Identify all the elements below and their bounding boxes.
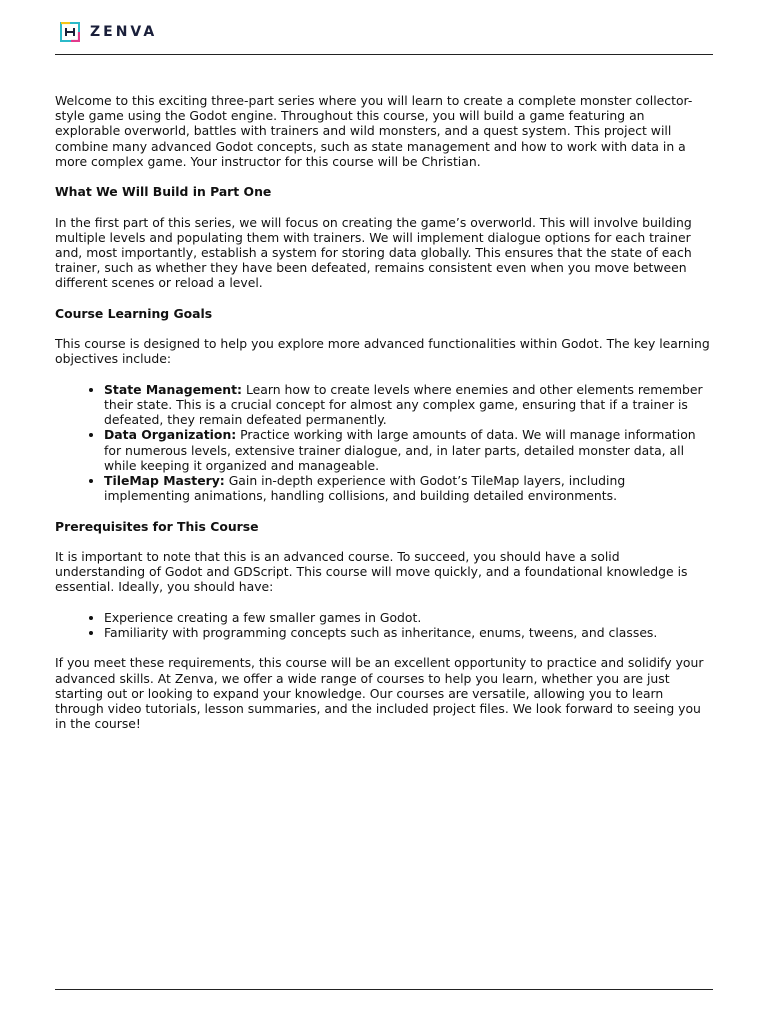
goal-text: Practice working with large amounts of data. We will manage information for numerous levels, extensive trainer dialogue, and, in later parts, detailed monster data, all while keeping it organized and manageable.	[104, 427, 696, 473]
zenva-logo	[60, 22, 157, 42]
footer-divider	[55, 989, 713, 990]
closing-paragraph: If you meet these requirements, this course will be an excellent opportunity to practice and solidify your advanced skills. At Zenva, we offer a wide range of courses to help you learn, whether you are just starting out or looking to expand your knowledge. Our courses are versatile, allowing you to learn through video tutorials, lesson summaries, and the included project files. We look forward to seeing you in the course!	[55, 655, 704, 732]
intro-paragraph: Welcome to this exciting three-part series where you will learn to create a complete monster collector-style game using the Godot engine. Throughout this course, you will build a game featuring an explorable overworld, battles with trainers and wild monsters, and a quest system. This project will combine many advanced Godot concepts, such as state management and how to work with data in a more complex game. Your instructor for this course will be Christian.	[55, 93, 693, 169]
goal-item-tilemap-mastery	[104, 473, 713, 503]
goal-term: TileMap Mastery:	[104, 473, 225, 488]
goal-term: State Management:	[104, 381, 243, 397]
document-body	[55, 93, 713, 747]
prereq-item: • Experience creating a few smaller games in Godot.	[104, 610, 713, 625]
goal-item-data-organization	[104, 427, 713, 473]
goal-term: Data Organization:	[104, 427, 237, 443]
zenva-logo-icon	[60, 22, 80, 42]
goal-text: Gain in-depth experience with Godot’s TileMap layers, including implementing animations, handling collisions, and building detailed environments.	[104, 473, 626, 504]
part-one-paragraph: In the first part of this series, we will focus on creating the game’s overworld. This will involve building multiple levels and populating them with trainers. We will implement dialogue options for each trainer and, most importantly, establish a system for storing data globally. This ensures that the state of each trainer, such as whether they have been defeated, remains consistent even when you move between different scenes or reload a level.	[55, 214, 692, 291]
goal-text: Learn how to create levels where enemies and other elements remember their state. This is a crucial concept for almost any complex game, ensuring that if a trainer is defeated, they remain defeated permanently.	[104, 381, 703, 428]
goal-item-state-management	[104, 382, 713, 428]
prereq-item: • Familiarity with programming concepts such as inheritance, enums, tweens, and classes.	[104, 625, 713, 640]
prereqs-heading: Prerequisites for This Course	[55, 518, 259, 534]
goals-intro: This course is designed to help you explore more advanced functionalities within Godot. The key learning objectives include:	[55, 336, 710, 367]
prereqs-intro: It is important to note that this is an advanced course. To succeed, you should have a solid understanding of Godot and GDScript. This course will move quickly, and a foundational knowledge is essential. Ideally, you should have:	[55, 548, 688, 595]
part-one-heading: What We Will Build in Part One	[55, 184, 272, 200]
page-header	[55, 20, 713, 55]
prereqs-list	[55, 610, 713, 640]
brand-name: ZENVA	[90, 24, 158, 40]
goals-heading: Course Learning Goals	[55, 305, 213, 321]
goals-list	[55, 382, 713, 504]
